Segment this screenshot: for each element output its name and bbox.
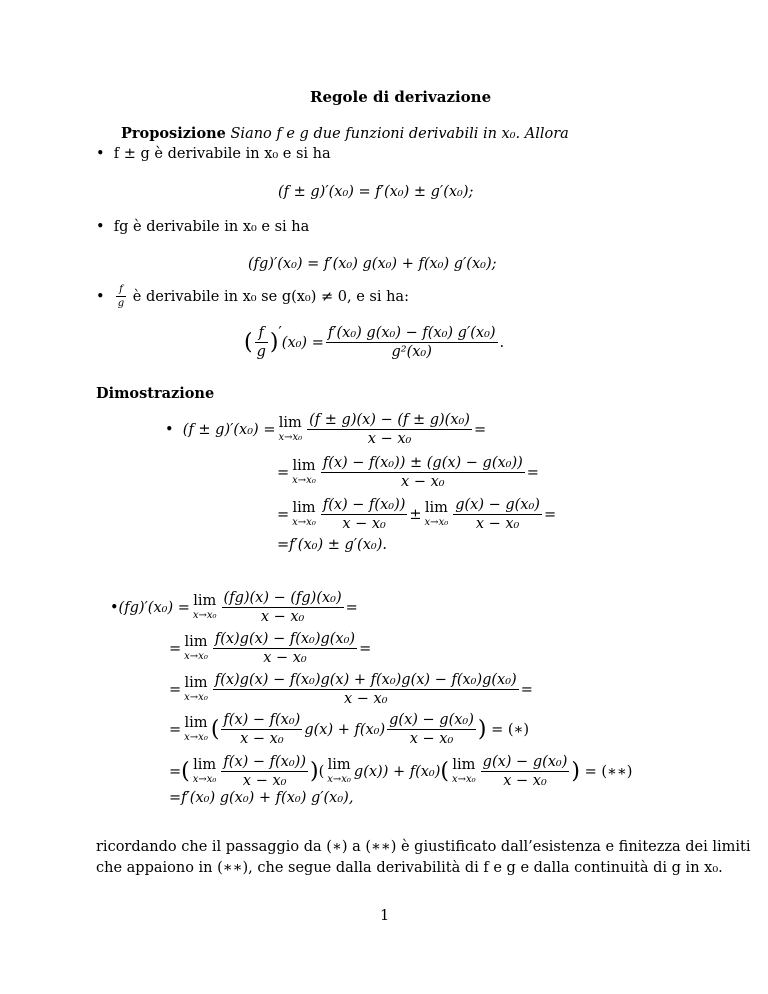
item-sum-text: f ± g è derivabile in x₀ e si ha <box>113 146 331 162</box>
item-quotient-text-row <box>96 284 409 309</box>
item-sum-text-row <box>96 146 331 162</box>
quotient-fraction: $\frac{\text{f′(x₀) g(x₀) − f(x₀) g′(x₀)}}{\text{g²(x₀)}}$ <box>327 325 496 360</box>
page-number: 1 <box>380 908 390 924</box>
page-title: Regole di derivazione <box>310 88 492 106</box>
product-proof-line-4: = lim x→x₀ ( $\frac{\text{f(x) − f(x₀)}}{\text{x − x₀}}$ g(x) + f(x₀) $\frac{\text{g(x) − g(x₀)}}{\text{x − x₀}}$ ) = (∗) <box>169 712 530 747</box>
formula-product: (fg)′(x₀) = f′(x₀) g(x₀) + f(x₀) g′(x₀); <box>248 256 497 272</box>
closing-line-2: che appaiono in (∗∗), che segue dalla derivabilità di f e g e dalla continuità di g in x₀. <box>96 860 723 876</box>
item-quotient-text: è derivabile in x₀ se g(x₀) ≠ 0, e si ha: <box>132 288 409 305</box>
formula-quotient: ( $\frac{f}{g}$ ) ′ (x₀) = $\frac{\text{f′(x₀) g(x₀) − f(x₀) g′(x₀)}}{\text{g²(x₀)}}$ . <box>244 324 505 360</box>
proposition-statement: Siano f e g due funzioni derivabili in x₀. Allora <box>230 126 569 142</box>
sum-proof-line-2: = lim x→x₀ $\frac{\text{f(x) − f(x₀)) ± (g(x) − g(x₀))}}{\text{x − x₀}}$ = <box>277 455 539 490</box>
product-proof-line-5: = ( lim x→x₀ $\frac{\text{f(x) − f(x₀))}}{\text{x − x₀}}$ ) ( lim x→x₀ g(x)) + f(x₀) ( lim x→x₀ $\frac{\text{g(x) − g(x₀)}}{\text{x − x₀}}$ ) = (∗∗) <box>169 754 633 789</box>
product-proof-line-2: = lim x→x₀ $\frac{\text{f(x)g(x) − f(x₀)g(x₀)}}{\text{x − x₀}}$ = <box>169 631 372 666</box>
item-product-text: fg è derivabile in x₀ e si ha <box>113 219 310 235</box>
product-proof-line-1: •(fg)′(x₀) = lim x→x₀ $\frac{\text{(fg)(x) − (fg)(x₀)}}{\text{x − x₀}}$ = <box>110 590 358 625</box>
proof-heading: Dimostrazione <box>96 385 215 402</box>
quotient-lhs: (x₀) = <box>281 334 324 351</box>
bullet-icon: • <box>96 288 105 305</box>
proposition-heading <box>121 125 569 142</box>
product-proof-line-6: =f′(x₀) g(x₀) + f(x₀) g′(x₀), <box>169 790 354 806</box>
bullet-icon: • <box>96 219 105 235</box>
closing-line-1: ricordando che il passaggio da (∗) a (∗∗) è giustificato dall’esistenza e finitezza dei limiti <box>96 839 751 855</box>
formula-sum: (f ± g)′(x₀) = f′(x₀) ± g′(x₀); <box>278 184 474 200</box>
product-proof-line-3: = lim x→x₀ $\frac{\text{f(x)g(x) − f(x₀)g(x) + f(x₀)g(x) − f(x₀)g(x₀)}}{\text{x − x₀}}$ = <box>169 672 533 707</box>
proposition-label: Proposizione <box>121 125 226 142</box>
sum-proof-line-3: = lim x→x₀ $\frac{\text{f(x) − f(x₀))}}{\text{x − x₀}}$ ± lim x→x₀ $\frac{\text{g(x) − g(x₀)}}{\text{x − x₀}}$ = <box>277 497 557 532</box>
sum-proof-line-1: • (f ± g)′(x₀) = lim x→x₀ $\frac{\text{(f ± g)(x) − (f ± g)(x₀)}}{\text{x − x₀}}$ = <box>165 412 487 447</box>
item-product-text-row <box>96 219 309 235</box>
sum-proof-line-4: =f′(x₀) ± g′(x₀). <box>277 537 387 553</box>
bullet-icon: • <box>96 146 105 162</box>
bullet-icon: • <box>165 421 174 438</box>
fraction-f-over-g: $\frac{f}{g}$ <box>117 284 125 309</box>
